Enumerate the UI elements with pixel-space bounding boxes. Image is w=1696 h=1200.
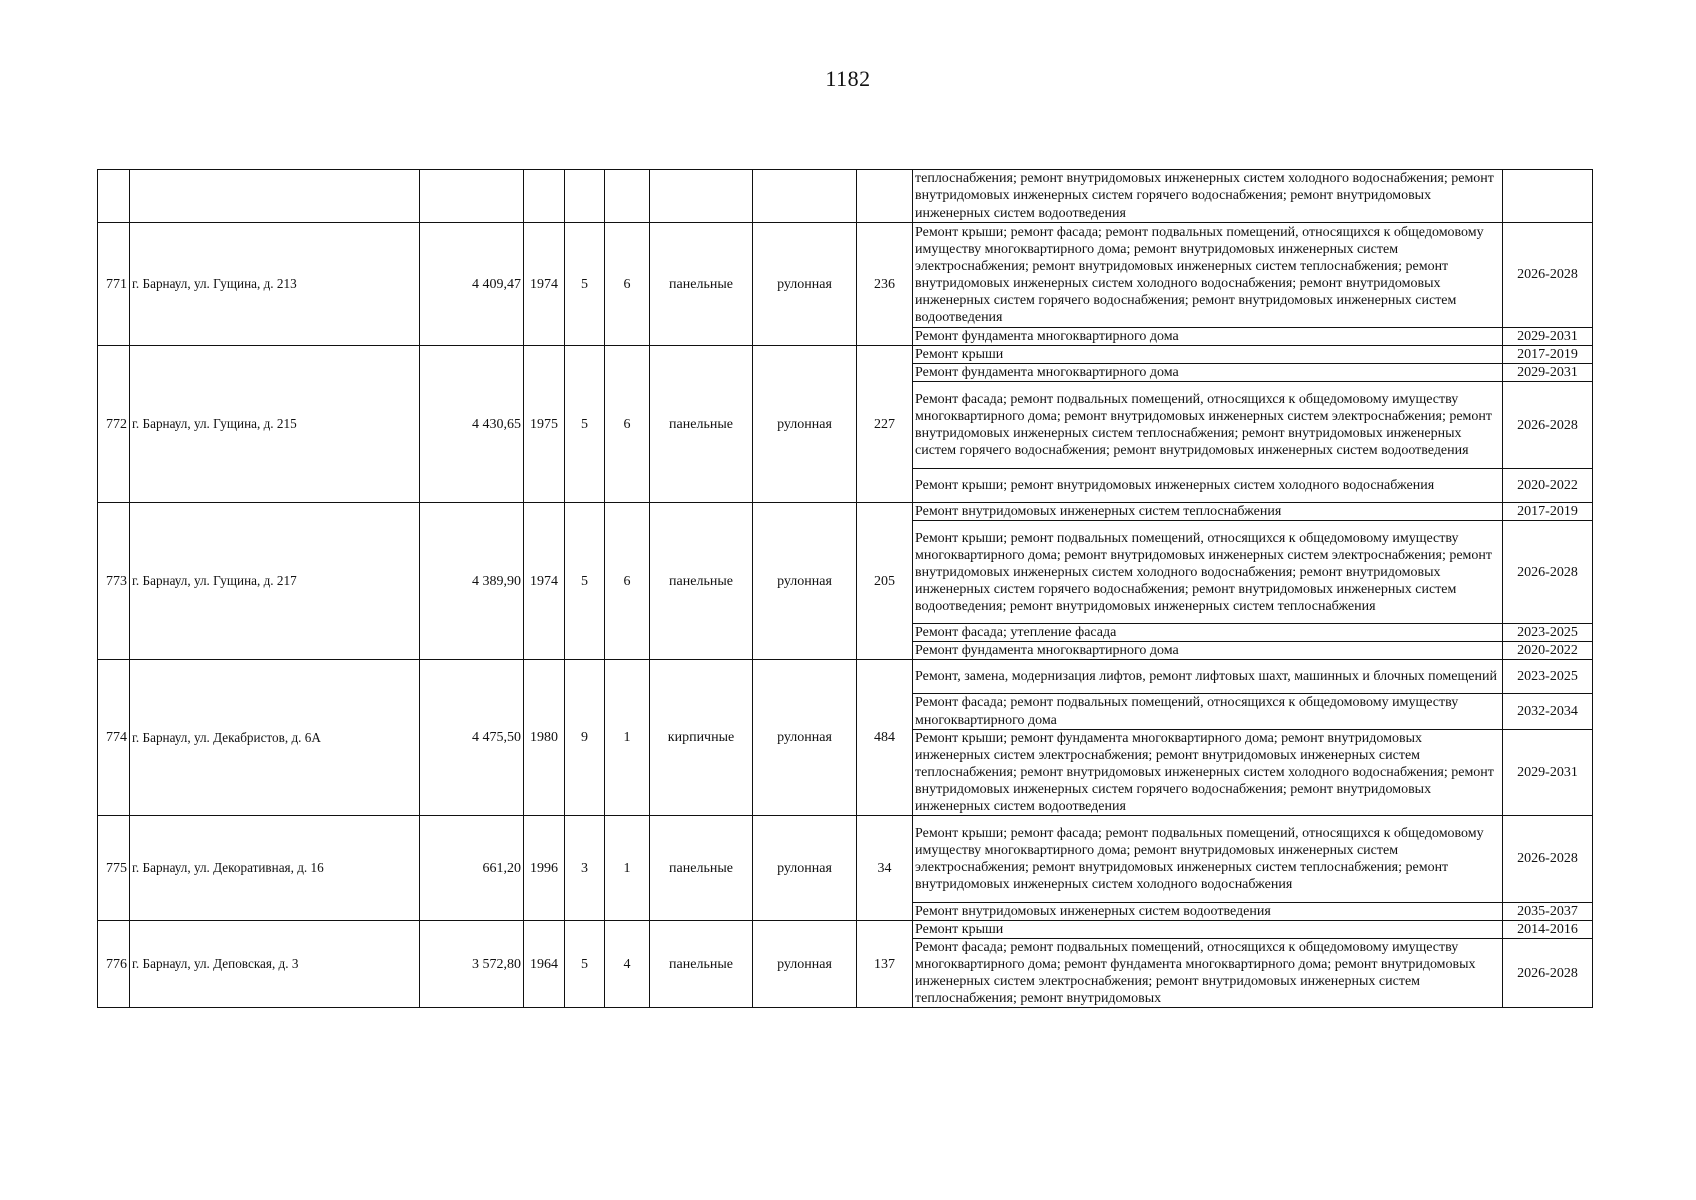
build-year-cell: 1974: [524, 503, 565, 660]
repair-works-cell: теплоснабжения; ремонт внутридомовых инженерных систем холодного водоснабжения; ремонт внутридомовых инженерных систем горячего водоснабжения; ремонт внутридомовых инженерных систем водоотведения: [913, 170, 1503, 223]
repair-works-cell: Ремонт фасада; утепление фасада: [913, 624, 1503, 642]
house-area-cell: 4 430,65: [420, 346, 524, 503]
house-address-cell: г. Барнаул, ул. Гущина, д. 213: [130, 223, 420, 346]
repair-period-cell: 2020-2022: [1503, 469, 1593, 503]
repair-works-cell: Ремонт крыши; ремонт фасада; ремонт подвальных помещений, относящихся к общедомовому имуществу многоквартирного дома; ремонт внутридомовых инженерных систем электроснабжения; ремонт внутридомовых инженерных систем теплоснабжения; ремонт внутридомовых инженерных систем холодного водоснабжения; ремонт внутридомовых инженерных систем горячего водоснабжения; ремонт внутридомовых инженерных систем водоотведения: [913, 223, 1503, 328]
resident-count-cell: 34: [857, 816, 913, 921]
repair-period-cell: 2029-2031: [1503, 364, 1593, 382]
resident-count-cell: 227: [857, 346, 913, 503]
repair-works-cell: Ремонт крыши; ремонт фундамента многоквартирного дома; ремонт внутридомовых инженерных систем электроснабжения; ремонт внутридомовых инженерных систем теплоснабжения; ремонт внутридомовых инженерных систем холодного водоснабжения; ремонт внутридомовых инженерных систем горячего водоснабжения; ремонт внутридомовых инженерных систем водоотведения: [913, 729, 1503, 815]
house-number-cell: 771: [98, 223, 130, 346]
table-row: [98, 346, 1593, 364]
house-address-cell: г. Барнаул, ул. Декоративная, д. 16: [130, 816, 420, 921]
repair-period-cell: [1503, 170, 1593, 223]
entrance-count-cell: [605, 170, 650, 223]
entrance-count-cell: 6: [605, 503, 650, 660]
house-number-cell: 772: [98, 346, 130, 503]
house-area-cell: 4 409,47: [420, 223, 524, 346]
roof-type-cell: рулонная: [753, 816, 857, 921]
table-row: [98, 921, 1593, 939]
repair-works-cell: Ремонт крыши: [913, 346, 1503, 364]
roof-type-cell: рулонная: [753, 223, 857, 346]
wall-material-cell: панельные: [650, 816, 753, 921]
repair-works-cell: Ремонт, замена, модернизация лифтов, ремонт лифтовых шахт, машинных и блочных помещений: [913, 660, 1503, 694]
floor-count-cell: 5: [565, 921, 605, 1008]
roof-type-cell: [753, 170, 857, 223]
table-body: [98, 170, 1593, 1008]
repair-works-cell: Ремонт крыши; ремонт фасада; ремонт подвальных помещений, относящихся к общедомовому имуществу многоквартирного дома; ремонт внутридомовых инженерных систем электроснабжения; ремонт внутридомовых инженерных систем теплоснабжения; ремонт внутридомовых инженерных систем холодного водоснабжения: [913, 816, 1503, 903]
repair-period-cell: 2026-2028: [1503, 939, 1593, 1008]
house-number-cell: 775: [98, 816, 130, 921]
repair-period-cell: 2017-2019: [1503, 346, 1593, 364]
build-year-cell: [524, 170, 565, 223]
roof-type-cell: рулонная: [753, 503, 857, 660]
repair-period-cell: 2032-2034: [1503, 694, 1593, 729]
house-address-cell: г. Барнаул, ул. Деповская, д. 3: [130, 921, 420, 1008]
table-row: [98, 816, 1593, 903]
repair-period-cell: 2017-2019: [1503, 503, 1593, 521]
table-row: [98, 170, 1593, 223]
repair-program-table: [97, 169, 1593, 1008]
entrance-count-cell: 4: [605, 921, 650, 1008]
repair-period-cell: 2029-2031: [1503, 729, 1593, 815]
resident-count-cell: 236: [857, 223, 913, 346]
repair-period-cell: 2035-2037: [1503, 903, 1593, 921]
house-address-cell: [130, 170, 420, 223]
house-address-cell: г. Барнаул, ул. Гущина, д. 215: [130, 346, 420, 503]
roof-type-cell: рулонная: [753, 660, 857, 816]
repair-works-cell: Ремонт фасада; ремонт подвальных помещений, относящихся к общедомовому имуществу многоквартирного дома; ремонт внутридомовых инженерных систем электроснабжения; ремонт внутридомовых инженерных систем теплоснабжения; ремонт внутридомовых инженерных систем горячего водоснабжения; ремонт внутридомовых инженерных систем водоотведения: [913, 382, 1503, 469]
resident-count-cell: 137: [857, 921, 913, 1008]
house-area-cell: [420, 170, 524, 223]
floor-count-cell: 9: [565, 660, 605, 816]
repair-works-cell: Ремонт внутридомовых инженерных систем водоотведения: [913, 903, 1503, 921]
build-year-cell: 1964: [524, 921, 565, 1008]
repair-period-cell: 2023-2025: [1503, 624, 1593, 642]
resident-count-cell: 205: [857, 503, 913, 660]
house-address-cell: г. Барнаул, ул. Гущина, д. 217: [130, 503, 420, 660]
floor-count-cell: 5: [565, 503, 605, 660]
house-area-cell: 3 572,80: [420, 921, 524, 1008]
repair-works-cell: Ремонт внутридомовых инженерных систем теплоснабжения: [913, 503, 1503, 521]
repair-works-cell: Ремонт фундамента многоквартирного дома: [913, 328, 1503, 346]
build-year-cell: 1974: [524, 223, 565, 346]
repair-works-cell: Ремонт крыши: [913, 921, 1503, 939]
repair-works-cell: Ремонт фундамента многоквартирного дома: [913, 364, 1503, 382]
repair-works-cell: Ремонт крыши; ремонт внутридомовых инженерных систем холодного водоснабжения: [913, 469, 1503, 503]
house-area-cell: 4 475,50: [420, 660, 524, 816]
floor-count-cell: 3: [565, 816, 605, 921]
repair-period-cell: 2026-2028: [1503, 223, 1593, 328]
repair-works-cell: Ремонт фундамента многоквартирного дома: [913, 642, 1503, 660]
floor-count-cell: [565, 170, 605, 223]
house-number-cell: 776: [98, 921, 130, 1008]
build-year-cell: 1996: [524, 816, 565, 921]
repair-period-cell: 2020-2022: [1503, 642, 1593, 660]
entrance-count-cell: 1: [605, 660, 650, 816]
repair-period-cell: 2023-2025: [1503, 660, 1593, 694]
repair-period-cell: 2026-2028: [1503, 816, 1593, 903]
wall-material-cell: панельные: [650, 921, 753, 1008]
table-row: [98, 660, 1593, 694]
house-number-cell: 774: [98, 660, 130, 816]
house-number-cell: [98, 170, 130, 223]
wall-material-cell: кирпичные: [650, 660, 753, 816]
repair-period-cell: 2014-2016: [1503, 921, 1593, 939]
house-area-cell: 661,20: [420, 816, 524, 921]
entrance-count-cell: 6: [605, 346, 650, 503]
repair-works-cell: Ремонт фасада; ремонт подвальных помещений, относящихся к общедомовому имуществу многоквартирного дома; ремонт фундамента многоквартирного дома; ремонт внутридомовых инженерных систем электроснабжения; ремонт внутридомовых инженерных систем теплоснабжения; ремонт внутридомовых: [913, 939, 1503, 1008]
house-number-cell: 773: [98, 503, 130, 660]
resident-count-cell: 484: [857, 660, 913, 816]
repair-period-cell: 2026-2028: [1503, 382, 1593, 469]
floor-count-cell: 5: [565, 346, 605, 503]
build-year-cell: 1975: [524, 346, 565, 503]
wall-material-cell: [650, 170, 753, 223]
resident-count-cell: [857, 170, 913, 223]
repair-works-cell: Ремонт фасада; ремонт подвальных помещений, относящихся к общедомовому имуществу многоквартирного дома: [913, 694, 1503, 729]
table-row: [98, 223, 1593, 328]
house-address-cell: г. Барнаул, ул. Декабристов, д. 6А: [130, 660, 420, 816]
repair-period-cell: 2026-2028: [1503, 521, 1593, 624]
roof-type-cell: рулонная: [753, 346, 857, 503]
wall-material-cell: панельные: [650, 223, 753, 346]
floor-count-cell: 5: [565, 223, 605, 346]
repair-works-cell: Ремонт крыши; ремонт подвальных помещений, относящихся к общедомовому имуществу многоквартирного дома; ремонт внутридомовых инженерных систем электроснабжения; ремонт внутридомовых инженерных систем холодного водоснабжения; ремонт внутридомовых инженерных систем горячего водоснабжения; ремонт внутридомовых инженерных систем водоотведения; ремонт внутридомовых инженерных систем теплоснабжения: [913, 521, 1503, 624]
wall-material-cell: панельные: [650, 503, 753, 660]
entrance-count-cell: 1: [605, 816, 650, 921]
entrance-count-cell: 6: [605, 223, 650, 346]
wall-material-cell: панельные: [650, 346, 753, 503]
build-year-cell: 1980: [524, 660, 565, 816]
page-number: 1182: [825, 66, 871, 91]
roof-type-cell: рулонная: [753, 921, 857, 1008]
repair-period-cell: 2029-2031: [1503, 328, 1593, 346]
house-area-cell: 4 389,90: [420, 503, 524, 660]
table-row: [98, 503, 1593, 521]
